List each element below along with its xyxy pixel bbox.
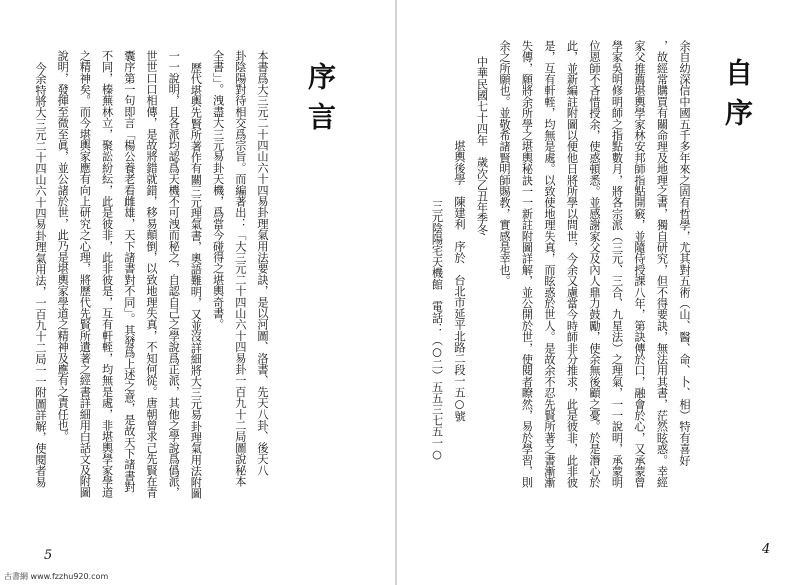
page-number-right: 4 bbox=[762, 542, 771, 557]
left_page-column: 今余特將大三元二十四山六十四易卦理氣用法，一百九十二局一一附圖詳解，使閱者易 bbox=[34, 62, 47, 488]
right_page-column: 失傳，願將余所學之堪輿秘訣一一新註附圖詳解，並公開於世，使閱者瞭然，易於學習，則 bbox=[520, 40, 534, 488]
left_page-column: 歷代堪輿先賢所著作有關三元理氣書，奧語難明，又並沒詳細將大三元易卦理氣用法附圖 bbox=[189, 62, 203, 499]
page-number-left: 5 bbox=[44, 548, 53, 563]
author-preface-title: 自序 bbox=[721, 58, 754, 138]
right_page-column: 余之所願也。並敬希諸賢明師賜教，實感是幸也。 bbox=[498, 40, 511, 287]
right_page-column: 堪輿後學 陳建利 序於 台北市延平北路二段一五○號 bbox=[453, 140, 466, 422]
right_page-column: ，故經常購買有關命理及地理之書，獨自研究，但不得要訣，無法用其書，茫然眩惑。幸經 bbox=[655, 40, 669, 488]
site-credit: 古書網 www.fzzhu920.com bbox=[4, 572, 109, 581]
right-page bbox=[397, 0, 793, 585]
left_page-column: 全書」」。洩盡大三元易卦天機，爲當今碰得之堪輿奇書。 bbox=[211, 50, 225, 330]
right_page-column: 是，互有軒輊，均無是處。以致使地理失真，而眩惑於世人。是故余不忍先賢所著之書漸漸 bbox=[543, 40, 556, 488]
left_page-column: 本書爲大三元二十四山六十四易卦理氣用法要訣，是以河圖、洛書、先天八卦、後天八 bbox=[256, 50, 269, 476]
right_page-column: 此，並新編註附圖以便他日將所學以問世，今余又慮當今時師非分推求，此是彼非，此非彼 bbox=[565, 40, 579, 488]
left_page-column: 卦陰陽對待相交爲宗旨。而編著出：「大三元二十四山六十四易卦一百九十二局圖說秘本 bbox=[233, 50, 247, 487]
right_page-column: 學家吳明修明師之指點數月，將各宗派（三元、三合、九星法）之理氣，一一說明，承蒙明 bbox=[610, 40, 624, 488]
left_page-column: 一一說明，且各派均認爲天機不可洩而秘之，自認自己之學說爲正派，其他之學說爲僞派， bbox=[167, 50, 181, 498]
left_page-column: 說明，發揮至微至眞，並公諸於世，此乃是堪輿家學道之精神及應有之責任也。 bbox=[56, 50, 70, 442]
left_page-column: 不同，榛蕪林立，聚訟紛紜，此是彼非，此非彼是，互有軒輊，均無是處，非堪輿學家學道 bbox=[100, 50, 114, 498]
left_page-column: 之精神矣。而今堪輿家應有向上研究之心理，將歷代先賢所遺著之經書詳細用白話文及附圖 bbox=[78, 50, 92, 498]
right_page-column: 家父推薦堪輿學家林安邦師指點開竅，並隨侍授課八年，第訣傳於口，融會於心，又承蒙曾 bbox=[633, 40, 646, 488]
left_page-column: 世世口口相傳，是故將錯就錯，移易顛倒，以致地理失真，不知何從。唐朝曾求己先賢在青 bbox=[145, 50, 158, 498]
left_page-column: 囊序第一句即言「楊公養老看雌雄，天下諸書對不同」。其發爲上述之意，是故天下諸書對 bbox=[122, 50, 136, 493]
preface-title: 序言 bbox=[304, 62, 337, 142]
right_page-column: 中華民國七十四年 歲次乙丑年季冬 bbox=[475, 56, 489, 236]
right_page-column: 余自幼深信中國五千多年來之固有哲學，尤其對五術（山、醫、命、卜、相）特有喜好 bbox=[678, 40, 691, 466]
right_page-column: 位恩師不吝惜授余，使惑頓悉。並感謝家父及內人鼎力鼓勵，使余無後顧之憂。於是潛心於 bbox=[588, 40, 601, 488]
left-page bbox=[0, 0, 396, 585]
right_page-column: 三元陰陽宅天機館 電話：（○二）五五三七五一○ bbox=[430, 200, 444, 462]
